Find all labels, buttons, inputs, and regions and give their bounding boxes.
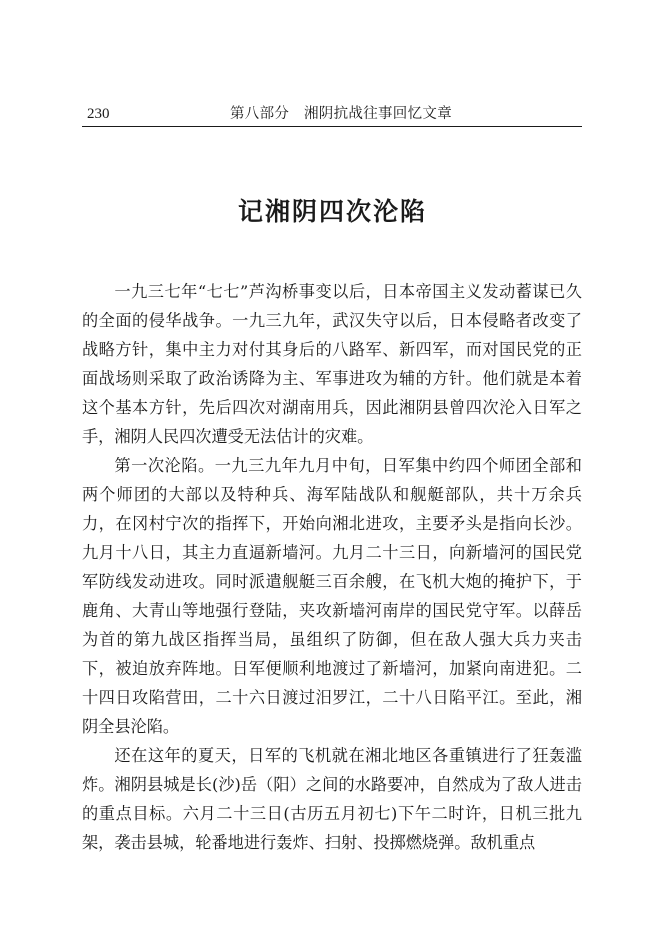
- body-text: [82, 277, 582, 857]
- running-title: 第八部分 湘阴抗战往事回忆文章: [230, 106, 452, 122]
- paragraph-3: 还在这年的夏天，日军的飞机就在湘北地区各重镇进行了狂轰滥炸。湘阴县城是长(沙)岳（阳）之间的水路要冲，自然成为了敌人进击的重点目标。六月二十三日(古历五月初七)下午二时许，日机三批九架，袭击县城，轮番地进行轰炸、扫射、投掷燃烧弹。敌机重点: [82, 746, 582, 852]
- header-rule: [82, 126, 582, 127]
- paragraph-1: 一九三七年“七七”芦沟桥事变以后，日本帝国主义发动蓄谋已久的全面的侵华战争。一九三九年，武汉失守以后，日本侵略者改变了战略方针，集中主力对付其身后的八路军、新四军，而对国民党的正面战场则采取了政治诱降为主、军事进攻为辅的方针。他们就是本着这个基本方针，先后四次对湖南用兵，因此湘阴县曾四次沦入日军之手，湘阴人民四次遭受无法估计的灾难。: [82, 282, 582, 446]
- chapter-title: 记湘阴四次沦陷: [237, 197, 427, 226]
- running-header: [82, 102, 582, 126]
- paragraph-2: 第一次沦陷。一九三九年九月中旬，日军集中约四个师团全部和两个师团的大部以及特种兵、海军陆战队和舰艇部队，共十万余兵力，在冈村宁次的指挥下，开始向湘北进攻，主要矛头是指向长沙。九月十八日，其主力直逼新墙河。九月二十三日，向新墙河的国民党军防线发动进攻。同时派遣舰艇三百余艘，在飞机大炮的掩护下，于鹿角、大青山等地强行登陆，夹攻新墙河南岸的国民党守军。以薛岳为首的第九战区指挥当局，虽组织了防御，但在敌人强大兵力夹击下，被迫放弃阵地。日军便顺利地渡过了新墙河，加紧向南进犯。二十四日攻陷营田，二十六日渡过汨罗江，二十八日陷平江。至此，湘阴全县沦陷。: [82, 456, 582, 736]
- page-number: 230: [87, 106, 110, 122]
